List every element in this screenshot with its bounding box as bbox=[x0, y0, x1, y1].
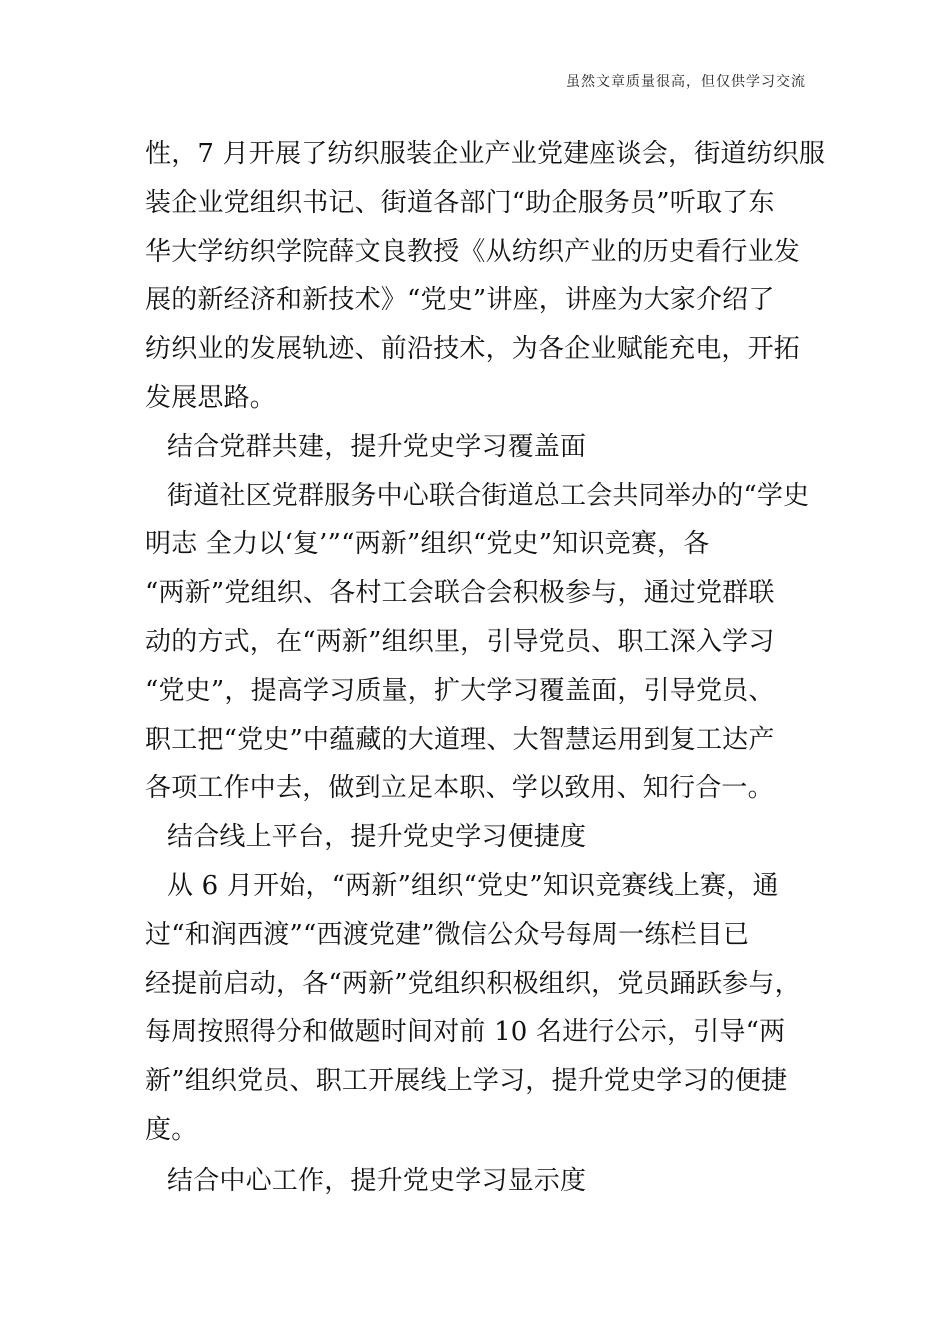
section-heading-1: 结合党群共建，提升党史学习覆盖面 bbox=[167, 431, 587, 462]
text-line: 各项工作中去，做到立足本职、学以致用、知行合一。 bbox=[145, 773, 774, 804]
document-body bbox=[145, 130, 826, 1206]
text-line: 装企业党组织书记、街道各部门“助企服务员”听取了东 bbox=[145, 187, 775, 218]
text-line: 从 6 月开始，“两新”组织“党史”知识竞赛线上赛，通 bbox=[167, 870, 779, 901]
text-line: 性，7 月开展了纺织服装企业产业党建座谈会，街道纺织服 bbox=[145, 139, 826, 169]
text-line: 展的新经济和新技术》“党史”讲座，讲座为大家介绍了 bbox=[145, 285, 775, 316]
text-line: 每周按照得分和做题时间对前 10 名进行公示，引导“两 bbox=[145, 1017, 786, 1048]
text-line: 街道社区党群服务中心联合街道总工会共同举办的“学史 bbox=[167, 480, 810, 511]
text-line: 经提前启动，各“两新”党组织积极组织，党员踊跃参与， bbox=[145, 968, 801, 999]
paragraph-3 bbox=[145, 862, 810, 1155]
text-line: 发展思路。 bbox=[145, 382, 277, 413]
text-line: 新”组织党员、职工开展线上学习，提升党史学习的便捷 bbox=[145, 1066, 788, 1097]
text-line: 职工把“党史”中蕴藏的大道理、大智慧运用到复工达产 bbox=[145, 724, 775, 755]
text-line: “两新”党组织、各村工会联合会积极参与，通过党群联 bbox=[145, 578, 775, 609]
text-line: 华大学纺织学院薛文良教授《从纺织产业的历史看行业发 bbox=[145, 236, 801, 267]
text-line: 明志 全力以‘复’”“两新”组织“党史”知识竞赛，各 bbox=[145, 529, 710, 560]
header-note: 虽然文章质量很高，但仅供学习交流 bbox=[566, 74, 806, 90]
text-line: 度。 bbox=[145, 1114, 198, 1145]
section-heading-2: 结合线上平台，提升党史学习便捷度 bbox=[167, 822, 587, 853]
text-line: “党史”，提高学习质量，扩大学习覆盖面，引导党员、 bbox=[145, 675, 775, 706]
section-heading-3: 结合中心工作，提升党史学习显示度 bbox=[167, 1165, 587, 1196]
paragraph-1 bbox=[145, 130, 826, 423]
paragraph-2 bbox=[145, 472, 810, 814]
text-line: 动的方式，在“两新”组织里，引导党员、职工深入学习 bbox=[145, 626, 775, 657]
text-line: 纺织业的发展轨迹、前沿技术，为各企业赋能充电，开拓 bbox=[145, 334, 801, 365]
text-line: 过“和润西渡”“西渡党建”微信公众号每周一练栏目已 bbox=[145, 919, 750, 950]
